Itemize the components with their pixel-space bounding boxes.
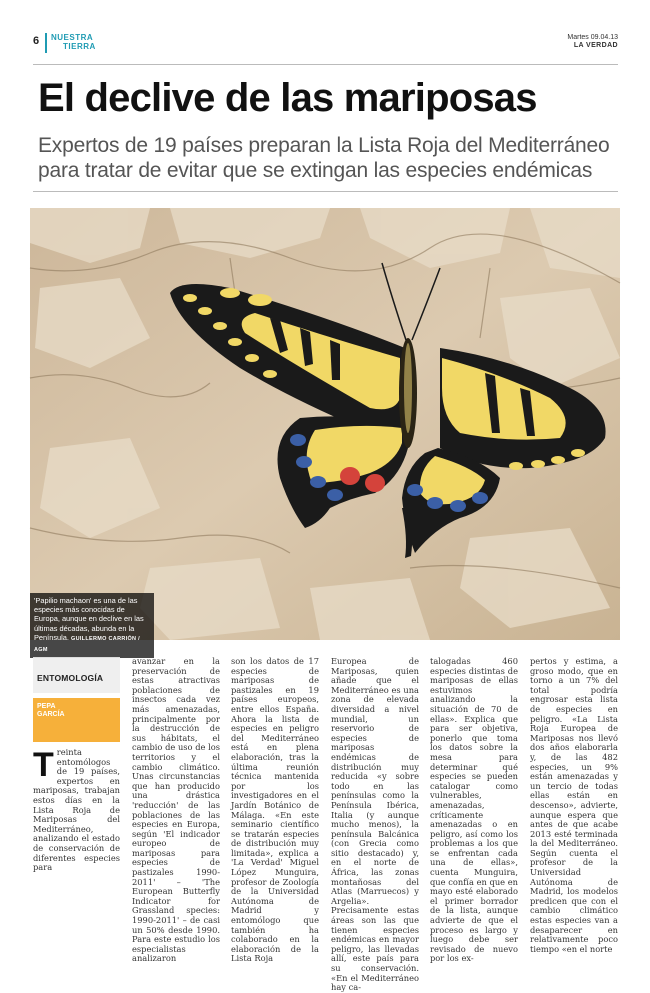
kicker: ENTOMOLOGÍA xyxy=(37,673,104,683)
article-column-4 xyxy=(430,656,518,964)
article-column-1 xyxy=(132,656,220,964)
kicker-box xyxy=(33,657,120,693)
column-text: Europea de Mariposas, quien añade que el Mediterráneo es una zona de elevada diversidad a nivel mundial, un reservorio de especies de mariposas endémicas de distribución muy reducida «y sobre todo en las penínsulas como la Península Ibérica, Italia (y aunque mucho menos), la península Balcánica (con Grecia como sitio destacado) y, en el norte de África, las zonas montañosas del Atlas (Marruecos) y Argelia». Precisamente estas áreas son las que tienen especies endémicas en mayor peligro, las llevadas allí, este país para su conservación. «En el Mediterráneo hay ca- xyxy=(331,656,419,993)
column-text: son los datos de 17 especies de mariposas de pastizales en 19 países europeos, entre ellos España. Ahora la lista de especies en peligro del Mediterráneo está en plena elaboración, tras la última reunión técnica mantenida por los investigadores en el Jardín Botánico de Málaga. «En este seminario científico se tratarán especies de distribución muy limitada», explica a 'La Verdad' Miguel López Munguira, profesor de Zoología de la Universidad Autónoma de Madrid y entomólogo que también ha colaborado en la elaboración de la Lista Roja xyxy=(231,656,319,964)
page-number: 6 xyxy=(33,35,40,47)
subhead-line-1: Expertos de 19 países preparan la Lista Roja del Mediterráneo xyxy=(38,134,610,157)
article-column-5 xyxy=(530,656,618,954)
butterfly-photo xyxy=(30,208,620,640)
page-folio xyxy=(33,33,618,55)
column-text: avanzar en la preservación de estas atractivas poblaciones de insectos cada vez más amenazadas, principalmente por la destrucción de sus hábitats, el cambio de uso de los territorios y el cambio climático. Unas circunstancias que han producido una drástica 'reducción' de las poblaciones de las especies en Europa, según 'El indicador europeo de mariposas para especies de pastizales 1990-2011' – 'The European Butterfly Indicator for Grassland species: 1990-2011' – de casi un 50% desde 1990. Para este estudio los especialistas analizaron xyxy=(132,656,220,964)
byline-box xyxy=(33,698,120,742)
dropcap: T xyxy=(33,746,54,784)
caption-text: 'Papilio machaon' es una de las especies más conocidas de Europa, aunque en declive en las últimas décadas, abunda en la Península. xyxy=(34,596,144,642)
top-divider xyxy=(33,64,618,65)
column-text: pertos y estima, a groso modo, que en torno a un 7% del total podría engrosar esta lista de especies en peligro. «La Lista Roja Europea de Mariposas nos llevó dos años elaborarla y, de las 482 especies, un 9% están amenazadas y un tercio de todas ellas están en descenso», advierte, aunque espera que antes de que acabe 2013 esté terminada la del Mediterráneo. Según cuenta el profesor de la Universidad Autónoma de Madrid, los modelos predicen que con el cambio climático estas especies van a desaparecer en relativamente poco tiempo «en el norte xyxy=(530,656,618,954)
subhead-line-2: para tratar de evitar que se extingan las especies endémicas xyxy=(38,159,593,182)
section-logo xyxy=(45,33,105,53)
photo-credit: GUILLERMO CARRIÓN / AGM xyxy=(34,635,140,654)
article-sidebar xyxy=(33,657,120,742)
mid-divider xyxy=(33,191,618,192)
column-text: talogadas 460 especies distintas de mariposas de ellas estuvimos analizando la situación de 70 de ellas». Explica que para ser objetiva, ponerlo que toma los datos sobre la mesa para determinar qué especies se pueden catalogar como vulnerables, amenazadas, críticamente amenazadas o en peligro, así como los problemas a los que se enfrentan cada una de ellas», cuenta Munguira, que confía en que en mayo esté elaborado el primer borrador de la lista, aunque advierte de que el proceso es largo y luego debe ser revisado de nuevo por los ex- xyxy=(430,656,518,964)
article-column-2 xyxy=(231,656,319,964)
subheadline xyxy=(38,133,618,183)
lead-text: reinta entomólogos de 19 países, expertos en mariposas, trabajan estos días en la Lista Roja de Mariposas del Mediterráneo, analizando el estado de conservación de diferentes especies para xyxy=(33,747,120,873)
photo-caption xyxy=(30,593,154,658)
section-name-line1: NUESTRA xyxy=(51,33,94,42)
byline-first: PEPA xyxy=(37,703,56,710)
date-text: Martes 09.04.13 xyxy=(567,34,618,41)
issue-date xyxy=(567,34,618,50)
byline-last: GARCÍA xyxy=(37,711,65,718)
article-column-3 xyxy=(331,656,419,993)
headline: El declive de las mariposas xyxy=(38,76,537,120)
byline xyxy=(37,703,116,719)
paper-name: LA VERDAD xyxy=(573,42,618,49)
section-name-line2: TIERRA xyxy=(63,42,96,51)
article-lead xyxy=(33,748,120,873)
butterfly-illustration xyxy=(30,208,620,640)
